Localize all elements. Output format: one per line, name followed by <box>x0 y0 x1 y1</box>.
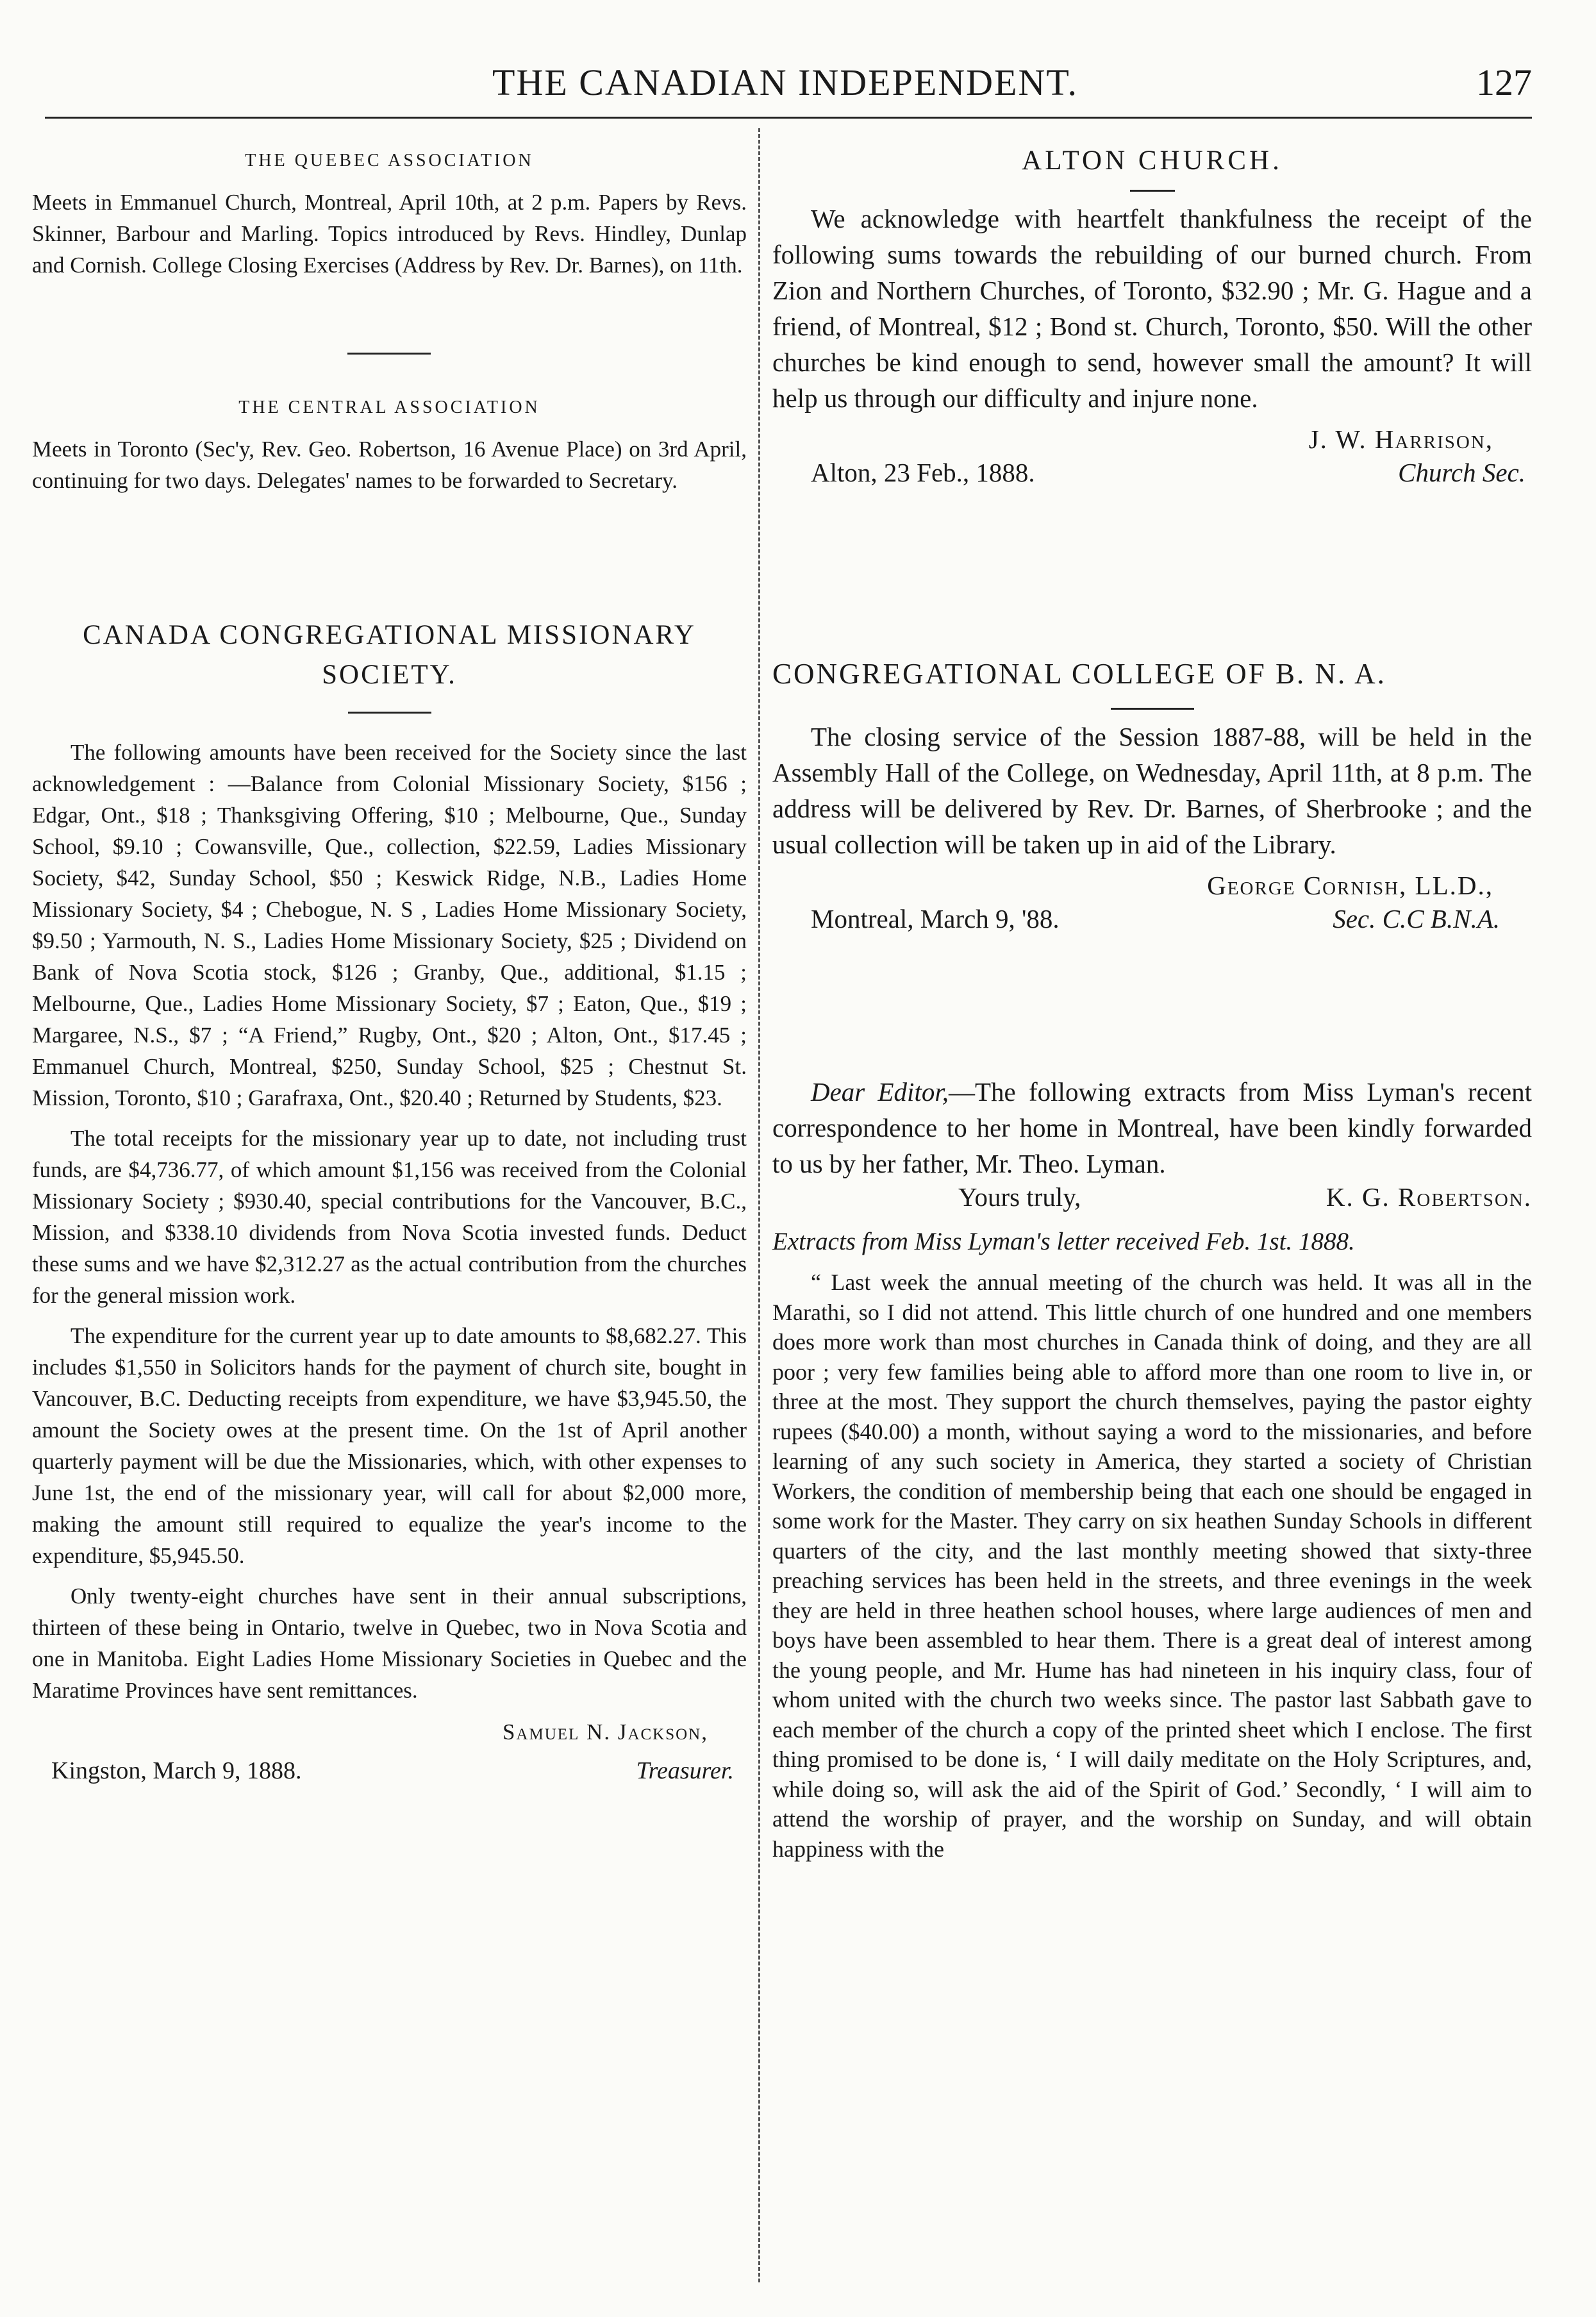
missionary-society <box>32 615 747 1793</box>
treasurer-signoff <box>32 1757 747 1793</box>
divider-rule <box>347 353 431 355</box>
alton-heading: ALTON CHURCH. <box>1022 146 1283 176</box>
quebec-association <box>32 151 747 281</box>
college-place-date: Montreal, March 9, '88. <box>811 904 1060 933</box>
column-divider <box>758 128 760 2282</box>
page-header <box>38 61 1532 119</box>
central-heading: THE CENTRAL ASSOCIATION <box>238 397 540 417</box>
missionary-heading-line1: CANADA CONGREGATIONAL MISSIONARY <box>83 620 696 650</box>
central-association <box>32 397 747 496</box>
divider-rule <box>348 712 431 714</box>
alton-signature: J. W. Harrison, <box>1308 424 1493 454</box>
central-body: Meets in Toronto (Sec'y, Rev. Geo. Robertson, 16 Avenue Place) on 3rd April, continuing for two days. Delegates' names to be forwarded to Secretary. <box>32 437 747 493</box>
letter-salutation: Dear Editor, <box>811 1077 949 1107</box>
header-rule <box>45 117 1532 119</box>
alton-church <box>772 141 1532 493</box>
missionary-heading-line2: SOCIETY. <box>322 660 457 690</box>
missionary-para-subscriptions: Only twenty-eight churches have sent in their annual subscriptions, thirteen of these being in Ontario, twelve in Quebec, two in Nova Scotia and one in Manitoba. Eight Ladies Home Missionary Societies in Quebec and the Maratime Provinces have sent remittances. <box>32 1584 747 1703</box>
publication-title: THE CANADIAN INDEPENDENT. <box>492 62 1078 103</box>
divider-rule <box>1111 708 1194 710</box>
letter-intro-text: —The following extracts from Miss Lyman's recent correspondence to her home in Montreal, have been kindly forwarded to us by her father, Mr. Theo. Lyman. <box>772 1077 1532 1178</box>
quebec-body: Meets in Emmanuel Church, Montreal, April 10th, at 2 p.m. Papers by Revs. Skinner, Barbour and Marling. Topics introduced by Revs. Hindley, Dunlap and Cornish. College Closing Exercises (Address by Rev. Dr. Barnes), on 11th. <box>32 190 747 278</box>
missionary-para-receipts-list: The following amounts have been received for the Society since the last acknowledgement : —Balance from Colonial Missionary Society, $156 ; Edgar, Ont., $18 ; Thanksgiving Offering, $10 ; Melbourne, Que., Sunday School, $9.10 ; Cowansville, Que., collection, $22.59, Ladies Missionary Society, $42, Sunday School, $50 ; Keswick Ridge, N.B., Ladies Home Missionary Society, $4 ; Chebogue, N. S , Ladies Home Missionary Society, $9.50 ; Yarmouth, N. S., Ladies Home Missionary Society, $25 ; Dividend on Bank of Nova Scotia stock, $126 ; Granby, Que., additional, $1.15 ; Melbourne, Que., Ladies Home Missionary Society, $7 ; Eaton, Que., $19 ; Margaree, N.S., $7 ; “A Friend,” Rugby, Ont., $20 ; Alton, Ont., $17.45 ; Emmanuel Church, Montreal, $250, Sunday School, $25 ; Chestnut St. Mission, Toronto, $10 ; Garafraxa, Ont., $20.40 ; Returned by Students, $23. <box>32 740 747 1110</box>
college-signature: George Cornish, LL.D., <box>1207 871 1493 900</box>
congregational-college <box>772 654 1532 939</box>
college-signoff <box>772 903 1532 939</box>
treasurer-place-date: Kingston, March 9, 1888. <box>51 1757 302 1784</box>
alton-place-date: Alton, 23 Feb., 1888. <box>811 458 1035 487</box>
college-role: Sec. C.C B.N.A. <box>1333 904 1500 933</box>
letter-closing-name: K. G. Robertson. <box>1326 1182 1532 1212</box>
extract-heading: Extracts from Miss Lyman's letter received Feb. 1st. 1888. <box>772 1228 1355 1255</box>
alton-body: We acknowledge with heartfelt thankfulness the receipt of the following sums towards the rebuilding of our burned church. From Zion and Northern Churches, of Toronto, $32.90 ; Mr. G. Hague and a friend, of Montreal, $12 ; Bond st. Church, Toronto, $50. Will the other churches be kind enough to send, however small the amount? It will help us through our difficulty and injure none. <box>772 204 1532 413</box>
college-heading: CONGREGATIONAL COLLEGE OF B. N. A. <box>772 658 1386 690</box>
missionary-para-total-receipts: The total receipts for the missionary year up to date, not including trust funds, are $4,736.77, of which amount $1,156 was received from the Colonial Missionary Society ; $930.40, special contributions for the Vancouver, B.C., Mission, and $338.10 dividends from Nova Scotia invested funds. Deduct these sums and we have $2,312.27 as the actual contribution from the churches for the general mission work. <box>32 1126 747 1308</box>
letter-to-editor <box>772 1074 1532 1864</box>
missionary-para-expenditure: The expenditure for the current year up to date amounts to $8,682.27. This includes $1,550 in Solicitors hands for the payment of church site, bought in Vancouver, B.C. Deducting receipts from expenditure, we have $3,945.50, the amount the Society owes at the present time. On the 1st of April another quarterly payment will be due the Missionaries, which, with other expenses to June 1st, the end of the missionary year, will call for about $2,000 more, making the amount still required to equalize the year's income to the expenditure, $5,945.50. <box>32 1323 747 1568</box>
alton-role: Church Sec. <box>1398 458 1525 487</box>
letter-closing-phrase: Yours truly, <box>958 1182 1081 1212</box>
extract-body: “ Last week the annual meeting of the church was held. It was all in the Marathi, so I did not attend. This little church of one hundred and one members does more work than most churches in Canada think of doing, and they are all poor ; very few families being able to afford more than one room to live in, or three at the most. They support the church themselves, paying the pastor eighty rupees ($40.00) a month, without saying a word to the missionaries, and before learning of any such society in America, they started a society of Christian Workers, the condition of membership being that each one should be engaged in some work for the Master. They carry on six heathen Sunday Schools in different quarters of the city, and the last monthly meeting showed that sixty-three preaching services has been held in the streets, and three evenings in the week they are held in three heathen school houses, where large audiences of men and boys have been assembled to hear them. There is a great deal of interest among the young people, and Mr. Hume has had nineteen in his inquiry class, four of whom united with the church two weeks since. The pastor last Sabbath gave to each member of the church a copy of the printed sheet which I enclose. The first thing promised to be done is, ‘ I will daily meditate on the Holy Scriptures, and, while doing so, will ask the aid of the Spirit of God.’ Secondly, ‘ I will aim to attend the worship of prayer, and the worship on Sunday, and will obtain happiness with the <box>772 1269 1532 1862</box>
quebec-heading: THE QUEBEC ASSOCIATION <box>245 151 534 171</box>
letter-closing <box>772 1182 1532 1217</box>
divider-rule <box>1130 190 1175 192</box>
alton-signoff <box>772 457 1532 493</box>
treasurer-signature: Samuel N. Jackson, <box>502 1719 708 1744</box>
page-number: 127 <box>1476 62 1532 103</box>
treasurer-role: Treasurer. <box>636 1757 734 1784</box>
college-body: The closing service of the Session 1887-88, will be held in the Assembly Hall of the College, on Wednesday, April 11th, at 8 p.m. The address will be delivered by Rev. Dr. Barnes, of Sherbrooke ; and the usual collection will be taken up in aid of the Library. <box>772 722 1532 859</box>
letter-intro <box>772 1074 1532 1182</box>
